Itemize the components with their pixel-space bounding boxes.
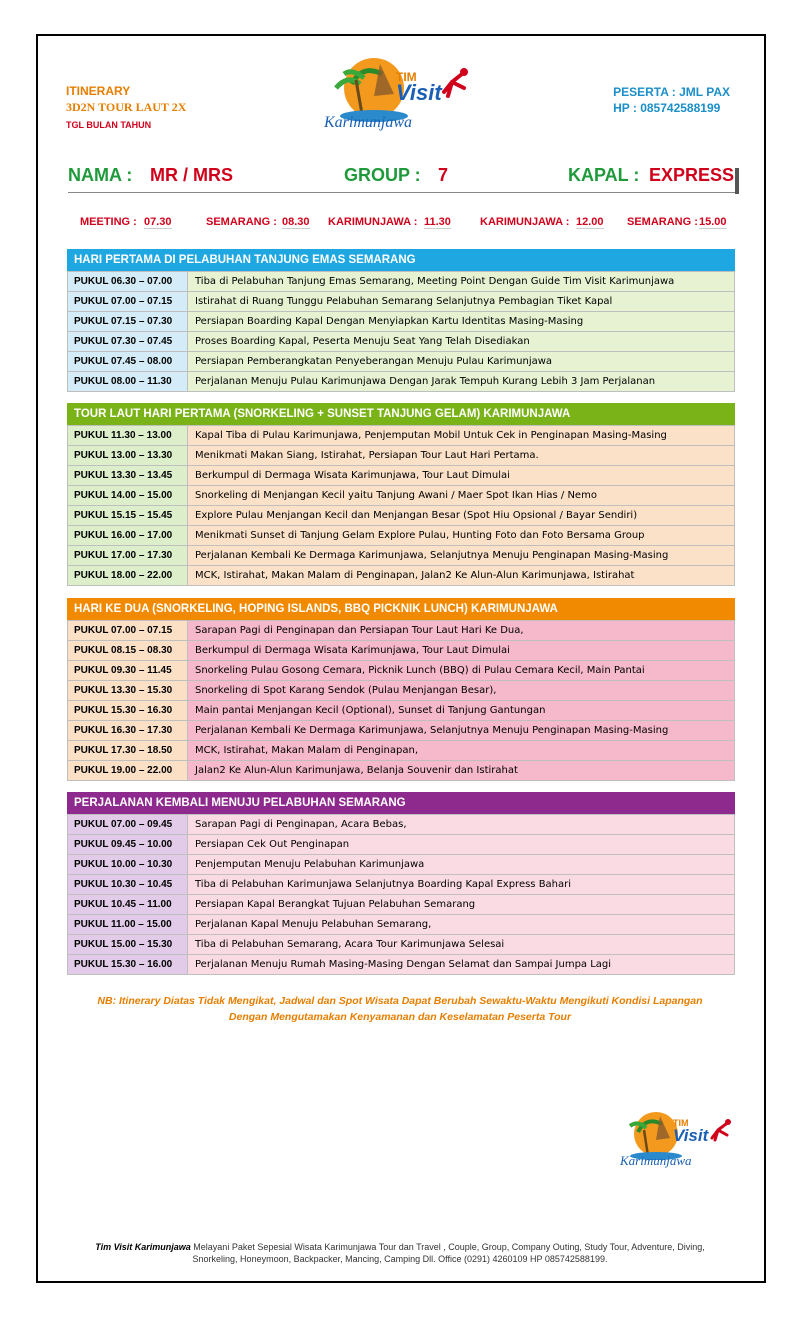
activity-cell: Menikmati Sunset di Tanjung Gelam Explore Pulau, Hunting Foto dan Foto Bersama Group [188,526,735,546]
semarang-depart-label: SEMARANG : [206,216,277,228]
logo-visit-text: Visit [673,1126,709,1145]
semarang-arrive-time: 15.00 [699,216,727,228]
activity-cell: MCK, Istirahat, Makan Malam di Penginapan, Jalan2 Ke Alun-Alun Karimunjawa, Istirahat [188,566,735,586]
table-row [68,312,735,332]
name-value: MR / MRS [150,165,233,185]
departure-schedule-row [68,216,738,232]
group-value: 7 [438,165,449,185]
table-row [68,915,735,935]
table-row [68,372,735,392]
time-cell: PUKUL 10.00 – 10.30 [68,855,188,875]
time-cell: PUKUL 13.00 – 13.30 [68,446,188,466]
table-row [68,641,735,661]
table-row [68,446,735,466]
section-title: TOUR LAUT HARI PERTAMA (SNORKELING + SUNSET TANJUNG GELAM) KARIMUNJAWA [67,403,735,425]
top-logo [322,54,480,140]
time-cell: PUKUL 09.45 – 10.00 [68,835,188,855]
group-label: GROUP : [344,165,421,185]
time-cell: PUKUL 07.30 – 07.45 [68,332,188,352]
info-divider [68,192,738,193]
time-cell: PUKUL 07.00 – 07.15 [68,292,188,312]
table-row [68,681,735,701]
table-row [68,526,735,546]
activity-cell: Persiapan Cek Out Penginapan [188,835,735,855]
activity-cell: Menikmati Makan Siang, Istirahat, Persiapan Tour Laut Hari Pertama. [188,446,735,466]
activity-cell: Snorkeling di Menjangan Kecil yaitu Tanjung Awani / Maer Spot Ikan Hias / Nemo [188,486,735,506]
activity-cell: Kapal Tiba di Pulau Karimunjawa, Penjemputan Mobil Untuk Cek in Penginapan Masing-Masing [188,426,735,446]
table-row [68,621,735,641]
header-right [613,84,730,116]
disclaimer-line-2: Dengan Mengutamakan Kenyamanan dan Keselamatan Peserta Tour [228,1011,572,1023]
bottom-logo [618,1108,738,1174]
time-cell: PUKUL 07.45 – 08.00 [68,352,188,372]
activity-cell: Main pantai Menjangan Kecil (Optional), Sunset di Tanjung Gantungan [188,701,735,721]
table-row [68,855,735,875]
semarang-arrive-label: SEMARANG : [627,216,698,228]
activity-cell: Tiba di Pelabuhan Karimunjawa Selanjutnya Boarding Kapal Express Bahari [188,875,735,895]
activity-cell: Perjalanan Kapal Menuju Pelabuhan Semarang, [188,915,735,935]
activity-cell: Persiapan Kapal Berangkat Tujuan Pelabuhan Semarang [188,895,735,915]
table-row [68,661,735,681]
activity-cell: Persiapan Pemberangkatan Penyeberangan Menuju Pulau Karimunjawa [188,352,735,372]
meeting-time: 07.30 [144,216,172,228]
time-cell: PUKUL 15.30 – 16.30 [68,701,188,721]
activity-cell: Tiba di Pelabuhan Tanjung Emas Semarang, Meeting Point Dengan Guide Tim Visit Karimunjawa [188,272,735,292]
activity-cell: Perjalanan Kembali Ke Dermaga Karimunjawa, Selanjutnya Menuju Penginapan Masing-Masing [188,546,735,566]
table-row [68,292,735,312]
table-row [68,272,735,292]
time-cell: PUKUL 14.00 – 15.00 [68,486,188,506]
time-cell: PUKUL 17.00 – 17.30 [68,546,188,566]
time-cell: PUKUL 08.15 – 08.30 [68,641,188,661]
itinerary-table [67,425,735,586]
time-cell: PUKUL 18.00 – 22.00 [68,566,188,586]
table-row [68,875,735,895]
table-row [68,352,735,372]
footer-brand: Tim Visit Karimunjawa [95,1242,191,1252]
activity-cell: Berkumpul di Dermaga Wisata Karimunjawa, Tour Laut Dimulai [188,641,735,661]
time-cell: PUKUL 15.15 – 15.45 [68,506,188,526]
time-cell: PUKUL 11.30 – 13.00 [68,426,188,446]
contact-phone: HP : 085742588199 [613,101,721,115]
itinerary-table [67,814,735,975]
tour-package-title: 3D2N TOUR LAUT 2X [66,100,187,114]
ship-label: KAPAL : [568,165,640,185]
activity-cell: Snorkeling Pulau Gosong Cemara, Picknik Lunch (BBQ) di Pulau Cemara Kecil, Main Pantai [188,661,735,681]
itinerary-table [67,271,735,392]
guest-info-row [68,165,738,189]
logo-karimunjawa-text: Karimunjawa [324,114,413,131]
karimunjawa-depart-time: 12.00 [576,216,604,228]
itinerary-title: ITINERARY [66,84,131,98]
logo-tim-text: TIM [673,1118,689,1128]
footer-line-1: Melayani Paket Sepesial Wisata Karimunjawa Tour dan Travel , Couple, Group, Company Outing, Study Tour, Adventure, Diving, [190,1242,705,1252]
time-cell: PUKUL 13.30 – 15.30 [68,681,188,701]
table-row [68,835,735,855]
table-row [68,546,735,566]
time-cell: PUKUL 07.15 – 07.30 [68,312,188,332]
time-cell: PUKUL 10.45 – 11.00 [68,895,188,915]
activity-cell: MCK, Istirahat, Makan Malam di Penginapan, [188,741,735,761]
time-cell: PUKUL 11.00 – 15.00 [68,915,188,935]
activity-cell: Berkumpul di Dermaga Wisata Karimunjawa, Tour Laut Dimulai [188,466,735,486]
logo-tim-text: TIM [396,70,417,84]
time-cell: PUKUL 15.00 – 15.30 [68,935,188,955]
section-day1-sea-tour [67,403,735,586]
activity-cell: Perjalanan Menuju Pulau Karimunjawa Dengan Jarak Tempuh Kurang Lebih 3 Jam Perjalanan [188,372,735,392]
karimunjawa-arrive-time: 11.30 [424,216,451,228]
karimunjawa-arrive-label: KARIMUNJAWA : [328,216,418,228]
activity-cell: Sarapan Pagi di Penginapan dan Persiapan Tour Laut Hari Ke Dua, [188,621,735,641]
table-row [68,426,735,446]
activity-cell: Istirahat di Ruang Tunggu Pelabuhan Semarang Selanjutnya Pembagian Tiket Kapal [188,292,735,312]
time-cell: PUKUL 16.30 – 17.30 [68,721,188,741]
time-cell: PUKUL 10.30 – 10.45 [68,875,188,895]
time-cell: PUKUL 09.30 – 11.45 [68,661,188,681]
footer-line-2: Snorkeling, Honeymoon, Backpacker, Mancing, Camping Dll. Office (0291) 4260109 HP 085742588199. [192,1254,608,1264]
activity-cell: Persiapan Boarding Kapal Dengan Menyiapkan Kartu Identitas Masing-Masing [188,312,735,332]
section-day1-departure [67,249,735,392]
info-row-shadow [735,168,739,194]
activity-cell: Perjalanan Menuju Rumah Masing-Masing Dengan Selamat dan Sampai Jumpa Lagi [188,955,735,975]
time-cell: PUKUL 08.00 – 11.30 [68,372,188,392]
activity-cell: Explore Pulau Menjangan Kecil dan Menjangan Besar (Spot Hiu Opsional / Bayar Sendiri) [188,506,735,526]
time-cell: PUKUL 19.00 – 22.00 [68,761,188,781]
section-title: HARI PERTAMA DI PELABUHAN TANJUNG EMAS SEMARANG [67,249,735,271]
footer-text [60,1241,740,1265]
section-title: PERJALANAN KEMBALI MENUJU PELABUHAN SEMARANG [67,792,735,814]
activity-cell: Perjalanan Kembali Ke Dermaga Karimunjawa, Selanjutnya Menuju Penginapan Masing-Masing [188,721,735,741]
activity-cell: Proses Boarding Kapal, Peserta Menuju Seat Yang Telah Disediakan [188,332,735,352]
table-row [68,741,735,761]
participant-count: PESERTA : JML PAX [613,85,730,99]
activity-cell: Jalan2 Ke Alun-Alun Karimunjawa, Belanja Souvenir dan Istirahat [188,761,735,781]
tour-date: TGL BULAN TAHUN [66,120,152,130]
karimunjawa-depart-label: KARIMUNJAWA : [480,216,570,228]
itinerary-table [67,620,735,781]
activity-cell: Penjemputan Menuju Pelabuhan Karimunjawa [188,855,735,875]
table-row [68,466,735,486]
table-row [68,761,735,781]
activity-cell: Tiba di Pelabuhan Semarang, Acara Tour Karimunjawa Selesai [188,935,735,955]
activity-cell: Snorkeling di Spot Karang Sendok (Pulau Menjangan Besar), [188,681,735,701]
table-row [68,332,735,352]
time-cell: PUKUL 06.30 – 07.00 [68,272,188,292]
section-day2 [67,598,735,781]
time-cell: PUKUL 07.00 – 07.15 [68,621,188,641]
time-cell: PUKUL 17.30 – 18.50 [68,741,188,761]
logo-visit-text: Visit [396,80,442,105]
table-row [68,721,735,741]
table-row [68,955,735,975]
table-row [68,935,735,955]
name-label: NAMA : [68,165,133,185]
semarang-depart-time: 08.30 [282,216,310,228]
disclaimer-note [60,993,740,1025]
table-row [68,815,735,835]
disclaimer-line-1: NB: Itinerary Diatas Tidak Mengikat, Jadwal dan Spot Wisata Dapat Berubah Sewaktu-Waktu Mengikuti Kondisi Lapangan [97,995,703,1007]
ship-value: EXPRESS [649,165,735,185]
header-left [66,84,186,130]
time-cell: PUKUL 07.00 – 09.45 [68,815,188,835]
table-row [68,701,735,721]
time-cell: PUKUL 16.00 – 17.00 [68,526,188,546]
section-return [67,792,735,975]
meeting-label: MEETING : [80,216,137,228]
section-title: HARI KE DUA (SNORKELING, HOPING ISLANDS, BBQ PICKNIK LUNCH) KARIMUNJAWA [67,598,735,620]
table-row [68,486,735,506]
activity-cell: Sarapan Pagi di Penginapan, Acara Bebas, [188,815,735,835]
table-row [68,506,735,526]
time-cell: PUKUL 15.30 – 16.00 [68,955,188,975]
table-row [68,895,735,915]
logo-karimunjawa-text: Karimunjawa [620,1153,692,1168]
table-row [68,566,735,586]
time-cell: PUKUL 13.30 – 13.45 [68,466,188,486]
